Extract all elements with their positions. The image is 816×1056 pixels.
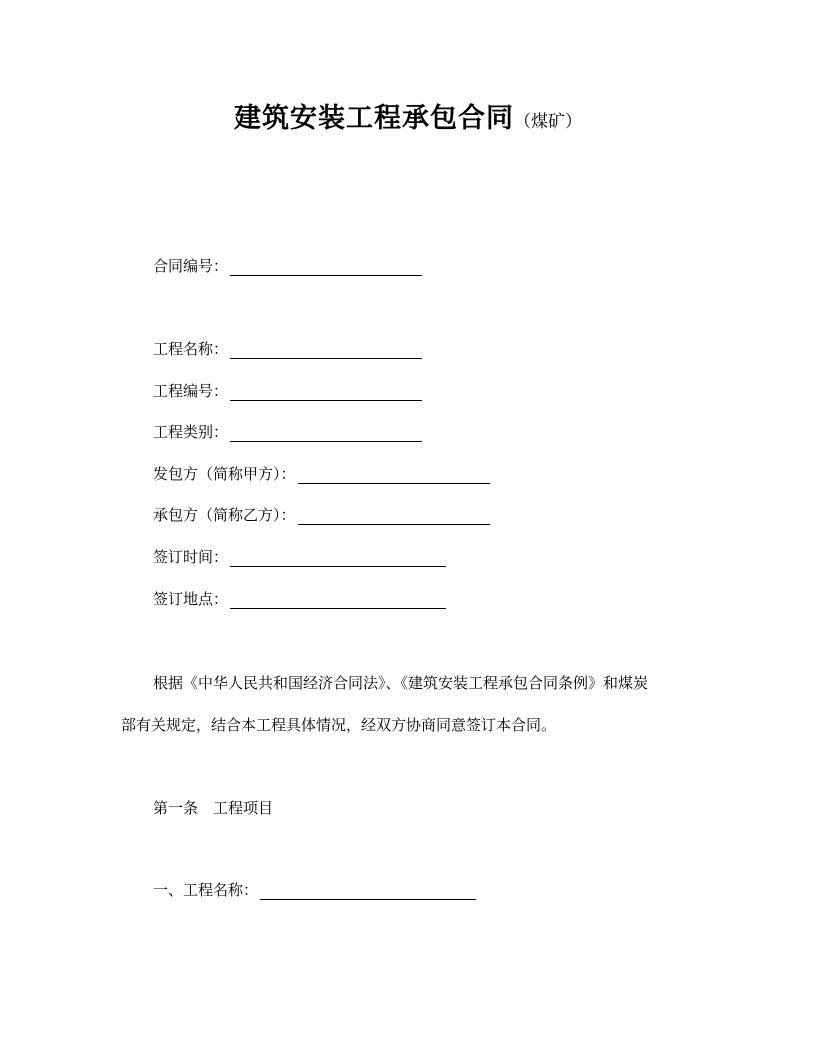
sign-time-blank[interactable] [230, 552, 446, 567]
title-main: 建筑安装工程承包合同 [234, 103, 514, 134]
contract-no-blank[interactable] [230, 261, 422, 276]
intro-paragraph-line1: 根据《中华人民共和国经济合同法》、《建筑安装工程承包合同条例》和煤炭 [153, 674, 649, 692]
item-1-blank[interactable] [260, 885, 476, 900]
contract-no-label: 合同编号： [153, 257, 229, 275]
sign-place-blank[interactable] [230, 594, 446, 609]
party-b-blank[interactable] [298, 510, 490, 525]
project-type-field [153, 422, 422, 442]
article-1-heading: 第一条 工程项目 [153, 799, 274, 817]
project-no-field [153, 381, 422, 401]
party-a-label: 发包方（简称甲方）： [153, 465, 296, 483]
project-type-label: 工程类别： [153, 423, 229, 441]
contract-no-field [153, 256, 422, 276]
item-1-label: 一、工程名称： [153, 881, 259, 899]
title-suffix: （煤矿） [514, 112, 582, 132]
project-name-field [153, 339, 422, 359]
project-no-label: 工程编号： [153, 382, 229, 400]
project-type-blank[interactable] [230, 427, 422, 442]
party-a-blank[interactable] [298, 469, 490, 484]
project-name-blank[interactable] [230, 344, 422, 359]
project-no-blank[interactable] [230, 386, 422, 401]
party-b-field [153, 505, 490, 525]
sign-time-field [153, 547, 446, 567]
item-1-field [153, 880, 476, 900]
party-b-label: 承包方（简称乙方）： [153, 506, 296, 524]
sign-place-label: 签订地点： [153, 590, 229, 608]
party-a-field [153, 464, 490, 484]
document-title [0, 96, 816, 135]
project-name-label: 工程名称： [153, 340, 229, 358]
sign-time-label: 签订时间： [153, 548, 229, 566]
intro-paragraph-line2: 部有关规定，结合本工程具体情况，经双方协商同意签订本合同。 [121, 716, 557, 734]
sign-place-field [153, 589, 446, 609]
